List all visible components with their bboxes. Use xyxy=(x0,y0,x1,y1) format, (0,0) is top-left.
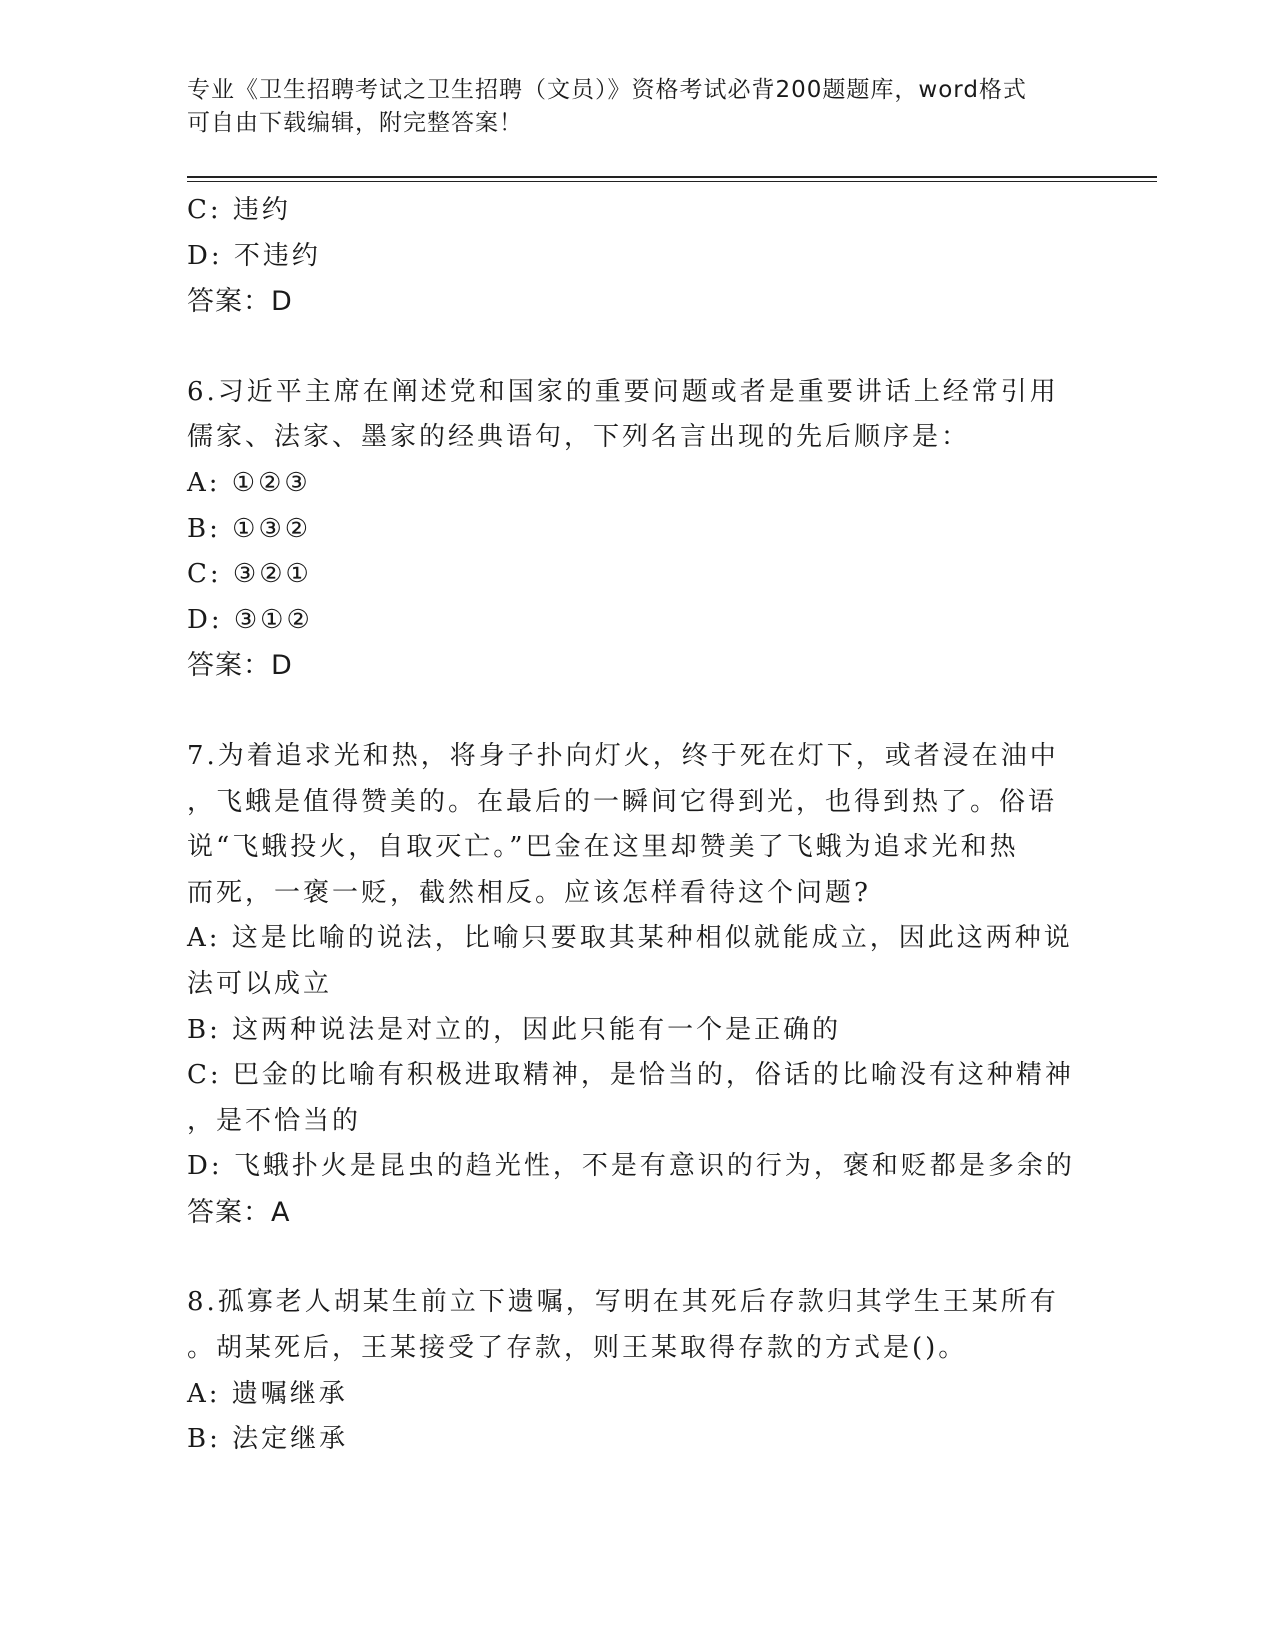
option-a: A: ①②③ xyxy=(187,467,311,498)
header-divider xyxy=(187,176,1157,182)
option-d: D: 不违约 xyxy=(187,240,321,271)
question-stem: 而死，一褒一贬，截然相反。应该怎样看待这个问题? xyxy=(187,877,871,908)
spacer xyxy=(187,689,1087,734)
answer-line: 答案：A xyxy=(187,1196,291,1228)
previous-question-tail xyxy=(187,188,1087,325)
option-c: C: 巴金的比喻有积极进取精神，是恰当的，俗话的比喻没有这种精神 xyxy=(187,1060,1074,1091)
question-7 xyxy=(187,734,1087,1236)
header-line: 可自由下载编辑，附完整答案！ xyxy=(187,110,523,136)
option-d: D: ③①② xyxy=(187,604,313,635)
option-c: C: ③②① xyxy=(187,559,312,590)
question-stem: 6.习近平主席在阐述党和国家的重要问题或者是重要讲话上经常引用 xyxy=(187,376,1059,407)
option-b: B: ①③② xyxy=(187,513,312,544)
spacer xyxy=(187,1235,1087,1280)
header-line: 专业《卫生招聘考试之卫生招聘（文员）》资格考试必背200题题库，word格式 xyxy=(187,77,1027,103)
option-c: C: 违约 xyxy=(187,195,291,225)
spacer xyxy=(187,325,1087,370)
option-a: A: 这是比喻的说法，比喻只要取其某种相似就能成立，因此这两种说 xyxy=(187,923,1073,954)
question-6 xyxy=(187,370,1087,689)
question-stem: 8.孤寡老人胡某生前立下遗嘱，写明在其死后存款归其学生王某所有 xyxy=(187,1287,1059,1318)
question-stem: 说“飞蛾投火，自取灭亡。”巴金在这里却赞美了飞蛾为追求光和热 xyxy=(187,832,1019,863)
question-list xyxy=(187,188,1087,1463)
option-a: 法可以成立 xyxy=(187,968,333,999)
option-a: A: 遗嘱继承 xyxy=(187,1378,348,1409)
question-stem: 。胡某死后，王某接受了存款，则王某取得存款的方式是()。 xyxy=(187,1333,968,1364)
answer-line: 答案：D xyxy=(187,650,293,682)
option-d: D: 飞蛾扑火是昆虫的趋光性，不是有意识的行为，褒和贬都是多余的 xyxy=(187,1151,1075,1182)
question-8 xyxy=(187,1280,1087,1462)
option-b: B: 法定继承 xyxy=(187,1424,349,1455)
page-header xyxy=(187,74,1067,140)
answer-line: 答案：D xyxy=(187,286,293,318)
option-c: ，是不恰当的 xyxy=(187,1105,362,1136)
option-b: B: 这两种说法是对立的，因此只能有一个是正确的 xyxy=(187,1014,842,1045)
question-stem: 7.为着追求光和热，将身子扑向灯火，终于死在灯下，或者浸在油中 xyxy=(187,740,1059,771)
question-stem: ，飞蛾是值得赞美的。在最后的一瞬间它得到光，也得到热了。俗语 xyxy=(187,786,1058,817)
question-stem: 儒家、法家、墨家的经典语句，下列名言出现的先后顺序是： xyxy=(187,422,971,453)
